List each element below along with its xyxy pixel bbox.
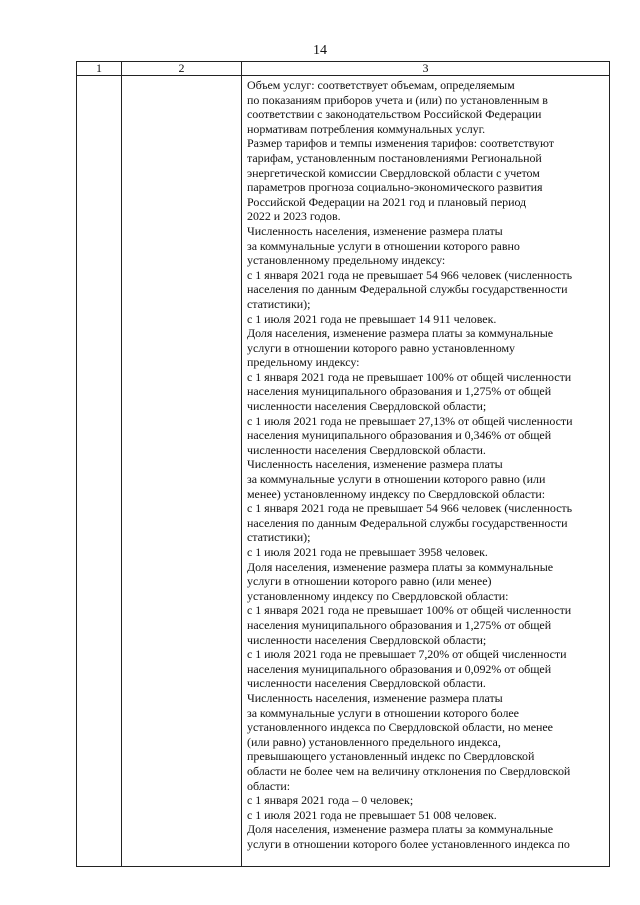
column-1-cell	[77, 76, 122, 867]
text-line: с 1 июля 2021 года не превышает 7,20% от общей численности	[247, 647, 567, 662]
column-3-text	[242, 76, 609, 851]
text-line: с 1 июля 2021 года не превышает 27,13% от общей численности	[247, 413, 573, 428]
column-2-cell	[122, 76, 242, 867]
text-line: Численность населения, изменение размера платы	[247, 690, 503, 705]
text-line: за коммунальные услуги в отношении которого равно (или	[247, 472, 546, 487]
column-header-2: 2	[122, 62, 242, 76]
text-line: нормативам потребления коммунальных услуг.	[247, 121, 486, 136]
text-line: численности населения Свердловской области.	[247, 442, 486, 457]
text-line: Размер тарифов и темпы изменения тарифов: соответствуют	[247, 136, 554, 151]
text-line: с 1 июля 2021 года не превышает 3958 человек.	[247, 545, 488, 559]
text-line: с 1 января 2021 года не превышает 100% от общей численности	[247, 369, 572, 384]
document-table	[76, 61, 610, 867]
text-line: установленному предельному индексу:	[247, 253, 446, 268]
text-line: Доля населения, изменение размера платы за коммунальные	[247, 822, 554, 837]
text-line: Российской Федерации на 2021 год и плановый период	[247, 194, 527, 209]
text-line: с 1 января 2021 года не превышает 100% от общей численности	[247, 603, 572, 618]
text-line: населения муниципального образования и 0,092% от общей	[247, 661, 552, 676]
text-line: статистики);	[247, 530, 311, 545]
text-line: за коммунальные услуги в отношении которого равно	[247, 238, 520, 253]
text-line: с 1 января 2021 года – 0 человек;	[247, 793, 414, 808]
text-line: Доля населения, изменение размера платы за коммунальные	[247, 559, 554, 574]
text-line: услуги в отношении которого более установленного индекса по	[247, 836, 570, 851]
text-line: (или равно) установленного предельного индекса,	[247, 734, 501, 749]
text-line: параметров прогноза социально-экономического развития	[247, 180, 543, 195]
text-line: статистики);	[247, 296, 311, 311]
column-3-cell	[242, 76, 610, 867]
text-line: Объем услуг: соответствует объемам, определяемым	[247, 78, 515, 92]
table-header-row	[77, 62, 610, 76]
text-line: Численность населения, изменение размера платы	[247, 457, 503, 472]
text-line: населения муниципального образования и 1,275% от общей	[247, 617, 552, 632]
text-line: населения муниципального образования и 0,346% от общей	[247, 428, 552, 443]
text-line: населения муниципального образования и 1,275% от общей	[247, 384, 552, 399]
table-row	[77, 76, 610, 867]
column-header-3: 3	[242, 62, 610, 76]
text-line: 2022 и 2023 годов.	[247, 209, 341, 224]
text-line: с 1 июля 2021 года не превышает 14 911 человек.	[247, 311, 497, 326]
text-line: Численность населения, изменение размера платы	[247, 223, 503, 238]
text-line: с 1 января 2021 года не превышает 54 966 человек (численность	[247, 501, 573, 516]
text-line: энергетической комиссии Свердловской области с учетом	[247, 165, 540, 180]
page-number: 14	[313, 43, 327, 58]
text-line: менее) установленному индексу по Свердловской области:	[247, 486, 546, 501]
text-line: превышающего установленный индекс по Свердловской	[247, 749, 535, 764]
text-line: с 1 января 2021 года не превышает 54 966 человек (численность	[247, 267, 573, 282]
text-line: установленному индексу по Свердловской области:	[247, 588, 509, 603]
text-line: по показаниям приборов учета и (или) по установленным в	[247, 92, 548, 107]
text-line: за коммунальные услуги в отношении которого более	[247, 705, 519, 720]
text-line: тарифам, установленным постановлениями Региональной	[247, 150, 542, 165]
text-line: услуги в отношении которого равно установленному	[247, 340, 515, 355]
text-line: населения по данным Федеральной службы государственности	[247, 282, 568, 297]
text-line: с 1 июля 2021 года не превышает 51 008 человек.	[247, 807, 497, 822]
text-line: установленного индекса по Свердловской области, но менее	[247, 720, 553, 735]
text-line: численности населения Свердловской области;	[247, 399, 487, 414]
text-line: численности населения Свердловской области.	[247, 676, 486, 691]
text-line: соответствии с законодательством Российской Федерации	[247, 107, 542, 122]
text-line: области:	[247, 778, 291, 793]
column-header-1: 1	[77, 62, 122, 76]
text-line: численности населения Свердловской области;	[247, 632, 487, 647]
text-line: услуги в отношении которого равно (или менее)	[247, 574, 492, 589]
text-line: области не более чем на величину отклонения по Свердловской	[247, 763, 571, 778]
text-line: предельному индексу:	[247, 355, 360, 370]
text-line: Доля населения, изменение размера платы за коммунальные	[247, 326, 554, 341]
text-line: населения по данным Федеральной службы государственности	[247, 515, 568, 530]
